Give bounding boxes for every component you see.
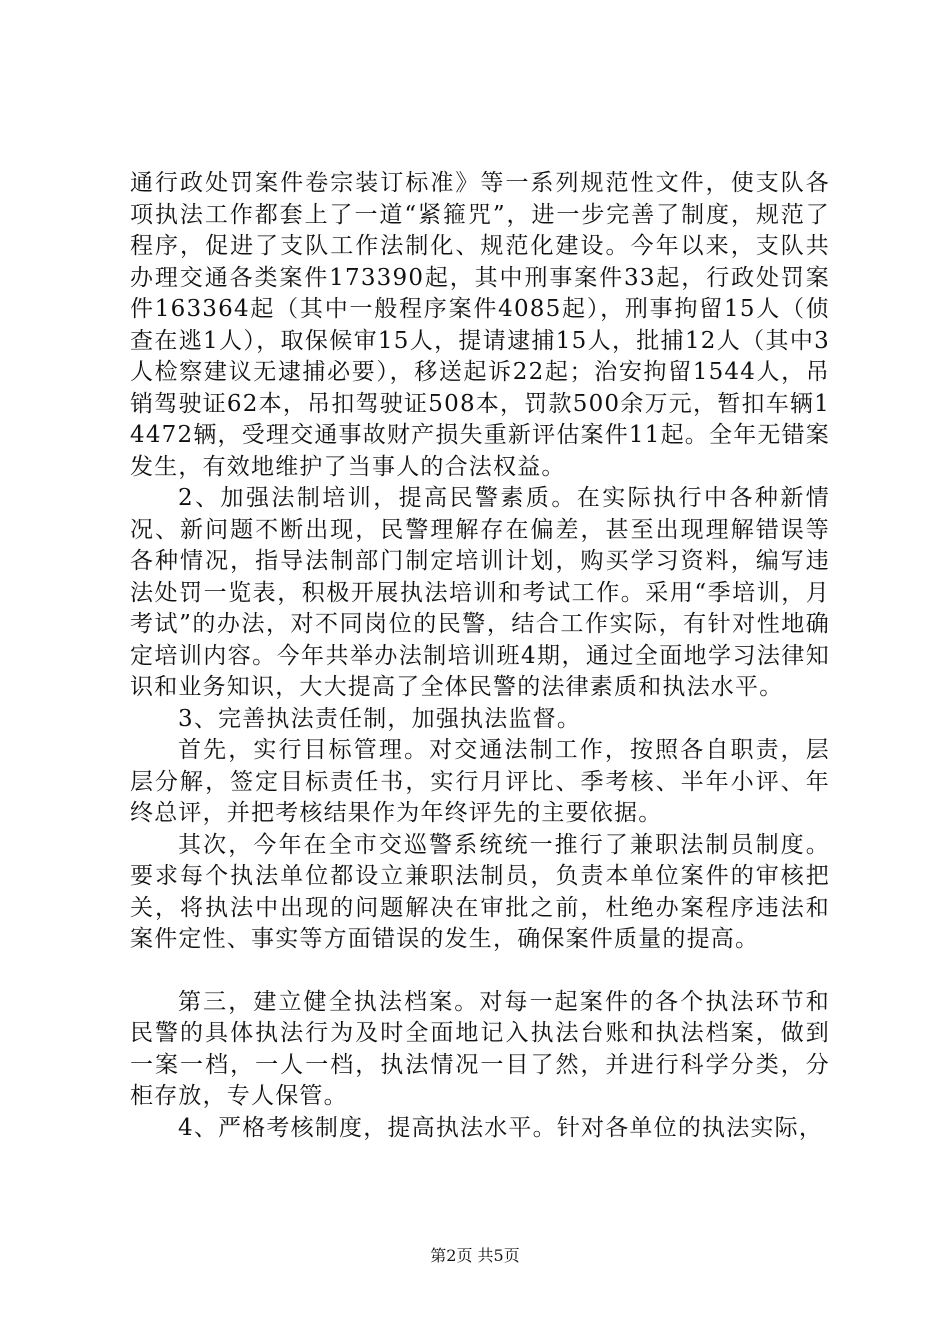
document-body xyxy=(130,168,830,1144)
paragraph-legal-training: 2、加强法制培训，提高民警素质。在实际执行中各种新情况、新问题不断出现，民警理解存在偏差，甚至出现理解错误等各种情况，指导法制部门制定培训计划，购买学习资料，编写违法处罚一览表，积极开展执法培训和考试工作。采用“季培训，月考试”的办法，对不同岗位的民警，结合工作实际，有针对性地确定培训内容。今年共举办法制培训班4期，通过全面地学习法律知识和业务知识，大大提高了全体民警的法律素质和执法水平。 xyxy=(130,485,830,700)
page-number-footer: 第2页 共5页 xyxy=(430,1246,520,1265)
paragraph-target-management: 首先，实行目标管理。对交通法制工作，按照各自职责，层层分解，签定目标责任书，实行月评比、季考核、半年小评、年终总评，并把考核结果作为年终评先的主要依据。 xyxy=(130,737,830,826)
paragraph-part-time-legal-officer: 其次，今年在全市交巡警系统统一推行了兼职法制员制度。要求每个执法单位都设立兼职法制员，负责本单位案件的审核把关，将执法中出现的问题解决在审批之前，杜绝办案程序违法和案件定性、事实等方面错误的发生，确保案件质量的提高。 xyxy=(130,831,830,952)
paragraph-assessment-system: 4、严格考核制度，提高执法水平。针对各单位的执法实际， xyxy=(178,1114,824,1141)
paragraph-continuation: 通行政处罚案件卷宗装订标准》等一系列规范性文件，使支队各项执法工作都套上了一道“紧箍咒”，进一步完善了制度，规范了程序，促进了支队工作法制化、规范化建设。今年以来，支队共办理交通各类案件173390起，其中刑事案件33起，行政处罚案件163364起（其中一般程序案件4085起），刑事拘留15人（侦查在逃1人），取保候审15人，提请逮捕15人，批捕12人（其中3人检察建议无逮捕必要），移送起诉22起；治安拘留1544人，吊销驾驶证62本，吊扣驾驶证508本，罚款500余万元，暂扣车辆14472辆，受理交通事故财产损失重新评估案件11起。全年无错案发生，有效地维护了当事人的合法权益。 xyxy=(130,170,830,480)
paragraph-enforcement-archives: 第三，建立健全执法档案。对每一起案件的各个执法环节和民警的具体执法行为及时全面地记入执法台账和执法档案，做到一案一档，一人一档，执法情况一目了然，并进行科学分类，分柜存放，专人保管。 xyxy=(130,988,830,1109)
paragraph-responsibility-heading: 3、完善执法责任制，加强执法监督。 xyxy=(178,705,582,732)
